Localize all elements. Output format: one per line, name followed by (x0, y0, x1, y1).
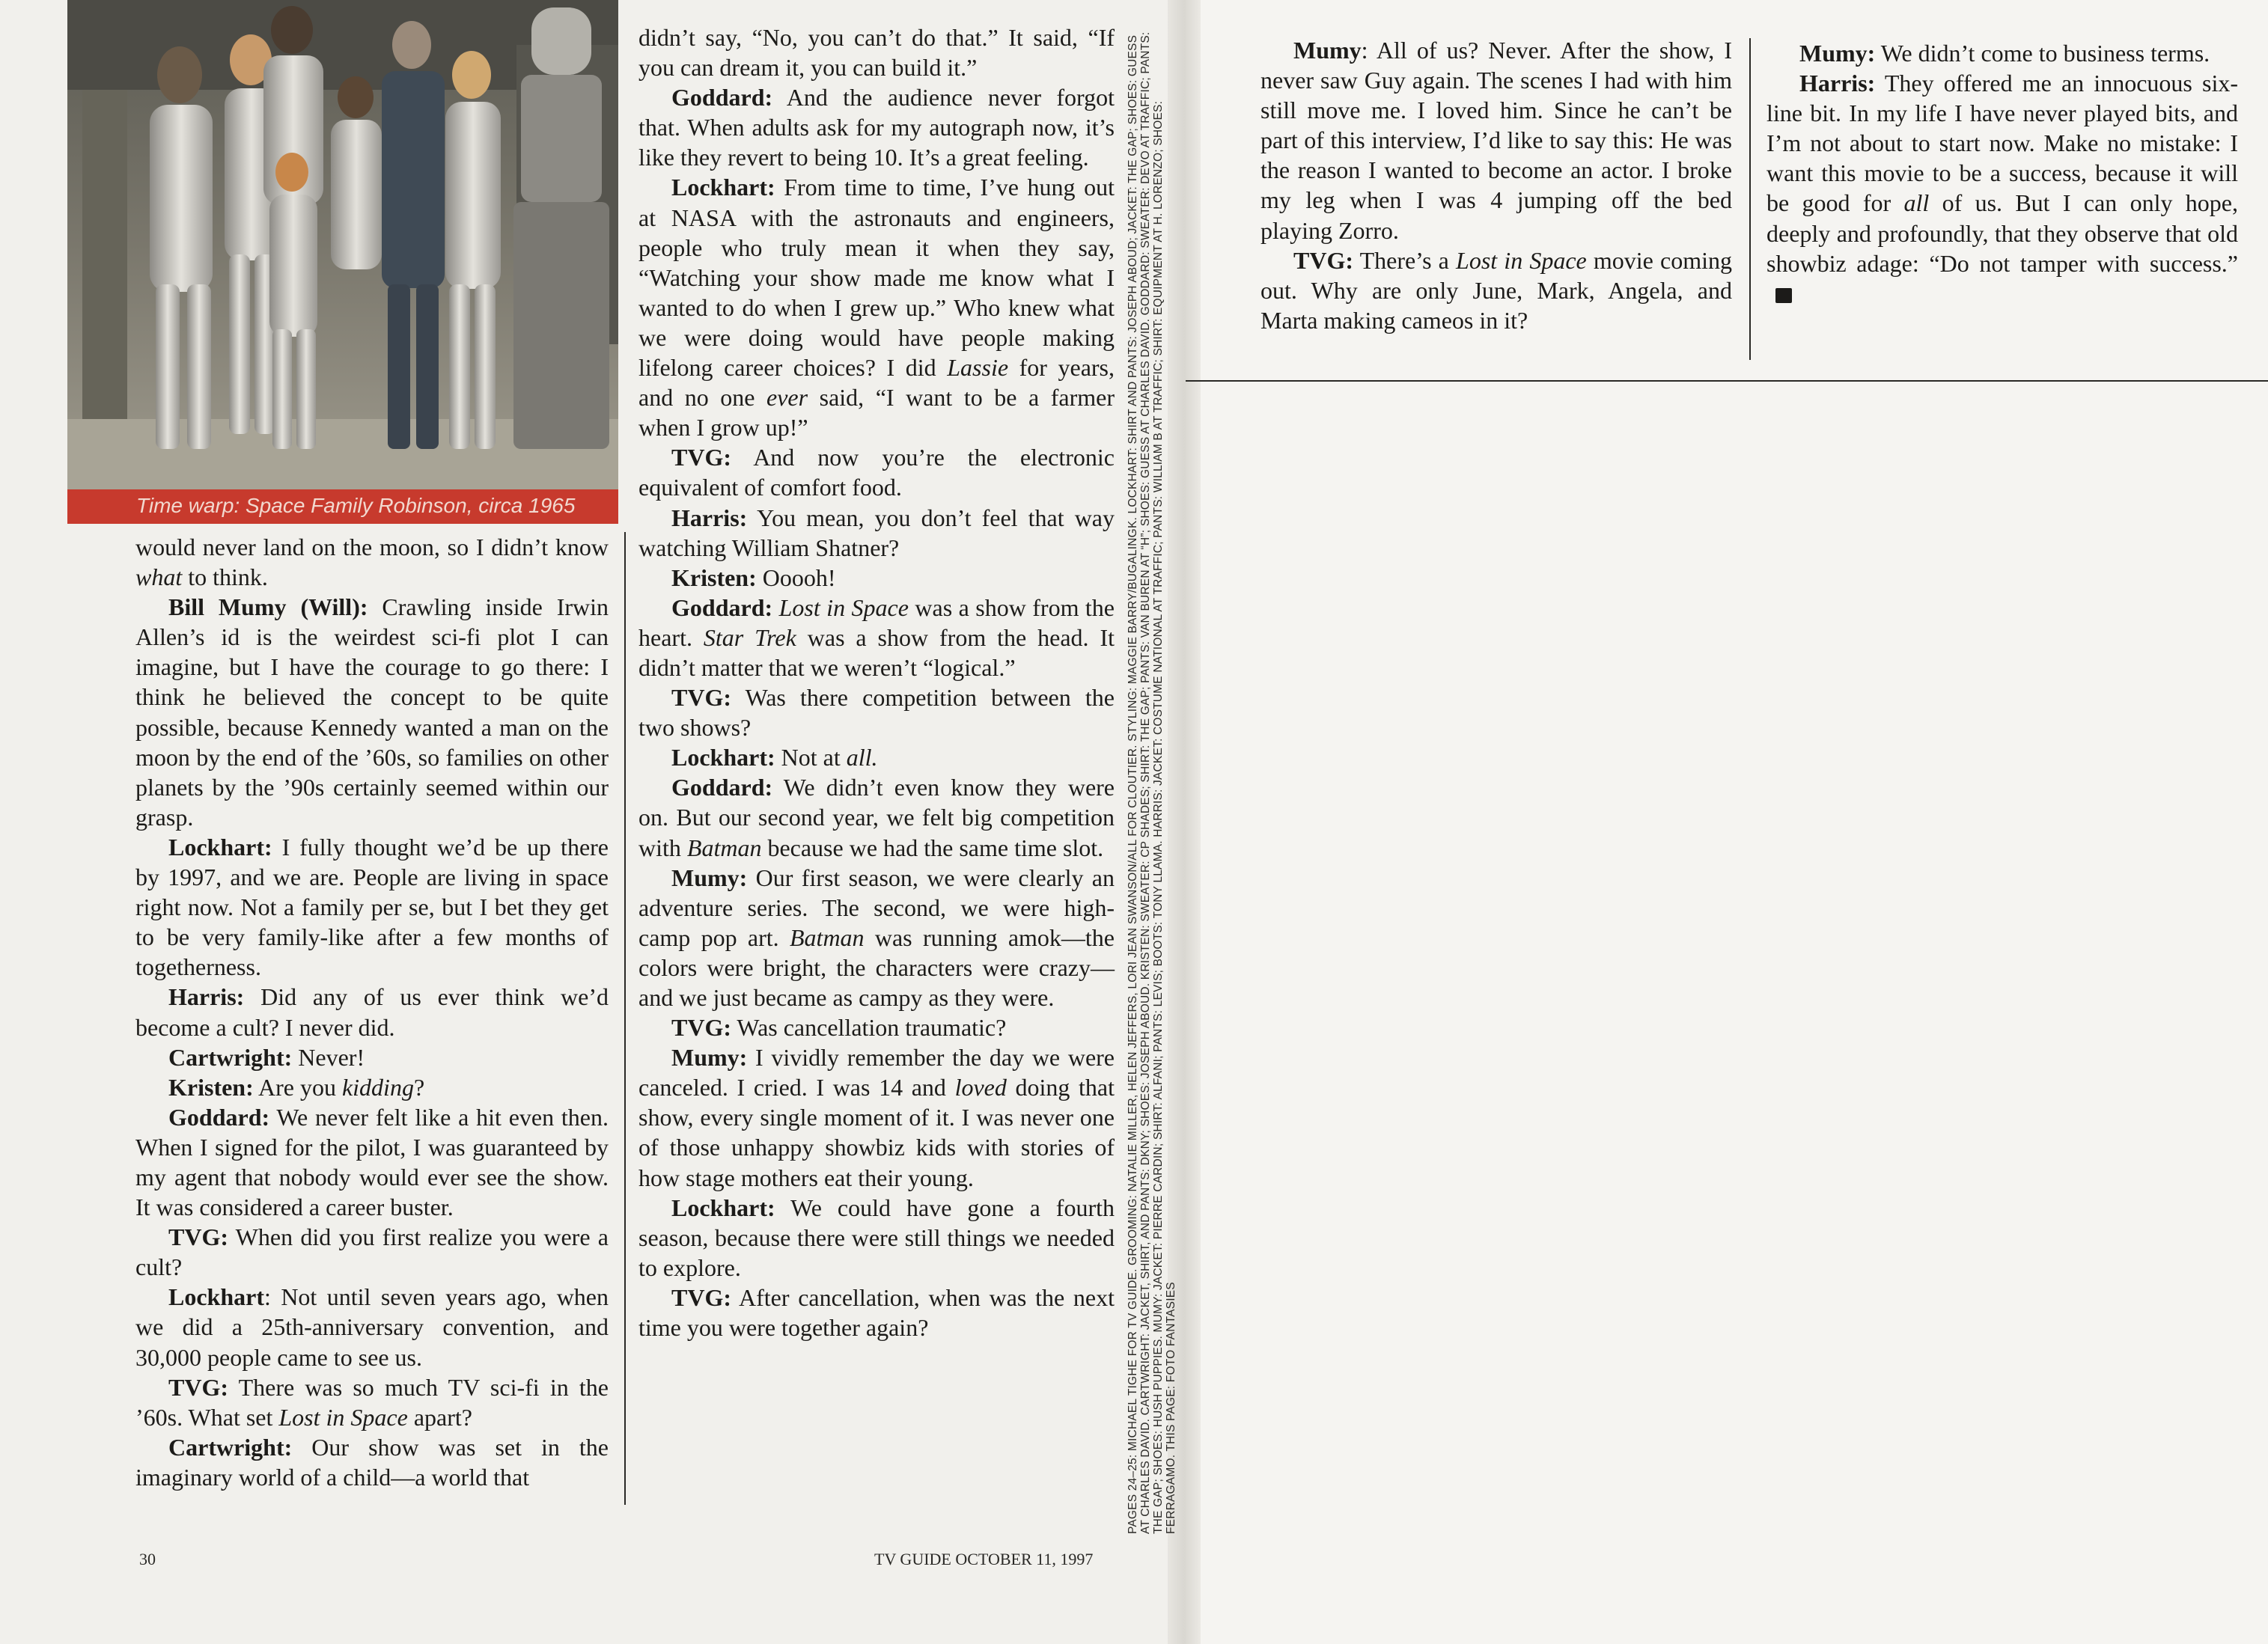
body-text: From time to time, I’ve hung out at NASA with the astronauts and engineers, people who truly mean it when they say, “Watching your show made me know what I wanted to do when I grew up.” Who knew what we were doing would have people making lifelong career choices? I did (638, 174, 1115, 382)
emphasis: Lost in Space (1456, 246, 1587, 274)
emphasis: Batman (686, 834, 762, 861)
body-text: said, “I want to be a farmer when I grow up!” (638, 384, 1115, 441)
body-text: I fully thought we’d be up there by 1997, and we are. People are living in space right now. Not a family per se, but I bet they get to be very family-like after a few months of togetherness. (135, 833, 609, 981)
paragraph (135, 1102, 609, 1222)
paragraph (135, 592, 609, 832)
emphasis: Lost in Space (278, 1403, 408, 1431)
text-column-4 (1766, 38, 2238, 308)
body-text: We never felt like a hit even then. When I signed for the pilot, I was guaranteed by my agent that nobody would ever see the show. It was considered a career buster. (135, 1103, 609, 1221)
speaker-name: TVG: (671, 1283, 731, 1311)
body-text: doing that show, every single moment of it. I was never one of those unhappy showbiz kids with stories of how stage mothers eat their young. (638, 1074, 1115, 1191)
body-text: There was so much TV sci-fi in the ’60s. What set (135, 1373, 609, 1431)
emphasis: loved (954, 1074, 1007, 1101)
body-text: movie coming out. Why are only June, Mark, Angela, and Marta making cameos in it? (1260, 246, 1733, 334)
emphasis: all. (846, 744, 878, 771)
body-text: didn’t say, “No, you can’t do that.” It said, “If you can dream it, you can build it.” (638, 24, 1115, 82)
body-text: was a show from the heart. (638, 593, 1115, 651)
paragraph (135, 1072, 609, 1102)
paragraph (638, 1012, 1115, 1042)
body-text: Did any of us ever think we’d become a cult? I never did. (135, 983, 609, 1041)
emphasis: ever (766, 384, 808, 412)
body-text: Was there competition between the two shows? (638, 684, 1115, 742)
speaker-name: Mumy: (671, 864, 748, 891)
paragraph (638, 22, 1115, 82)
body-text: would never land on the moon, so I didn’t know (135, 534, 609, 560)
body-text: for years, and no one (638, 354, 1115, 412)
body-text: After cancellation, when was the next time you were together again? (638, 1283, 1115, 1342)
paragraph (135, 1432, 609, 1492)
speaker-name: TVG: (671, 684, 731, 712)
body-text: We didn’t come to business terms. (1875, 40, 2210, 67)
body-text: Never! (292, 1043, 365, 1071)
caption-bar (67, 489, 618, 524)
speaker-name: Kristen: (168, 1073, 254, 1101)
page-number: 30 (139, 1550, 156, 1568)
cast-photo (67, 0, 618, 524)
paragraph (135, 1372, 609, 1432)
paragraph (1766, 68, 2238, 308)
paragraph (638, 593, 1115, 682)
text-column-2 (638, 22, 1115, 1342)
paragraph (638, 863, 1115, 1012)
publication-footer: TV GUIDE OCTOBER 11, 1997 (874, 1550, 1094, 1568)
paragraph (638, 1283, 1115, 1342)
body-text: We could have gone a fourth season, because there were still things we needed to explore. (638, 1194, 1115, 1281)
cast-photo-illustration (67, 0, 618, 489)
speaker-name: Mumy: (1799, 40, 1876, 67)
emphasis: Lassie (947, 354, 1009, 382)
speaker-name: TVG: (168, 1223, 228, 1251)
body-text: : Not until seven years ago, when we did a 25th-anniversary convention, and 30,000 people came to see us. (135, 1283, 609, 1371)
paragraph (638, 1042, 1115, 1192)
speaker-name: Lockhart: (671, 1194, 775, 1221)
emphasis: Batman (790, 923, 865, 951)
body-text: ? (413, 1073, 425, 1101)
body-text: They offered me an innocuous six-line bit. In my life I have never played bits, and I’m not about to start now. Make no mistake: I want this movie to be a success, because it will be good for (1766, 70, 2238, 217)
paragraph (638, 1193, 1115, 1283)
speaker-name: Cartwright: (168, 1043, 293, 1071)
emphasis: Star Trek (703, 623, 796, 651)
paragraph (638, 563, 1115, 593)
paragraph (638, 682, 1115, 742)
speaker-name: Goddard: (671, 84, 773, 111)
body-text: because we had the same time slot. (761, 834, 1104, 861)
emphasis: what (135, 563, 183, 591)
emphasis: kidding (341, 1073, 414, 1101)
paragraph (135, 532, 609, 592)
photo-caption: Time warp: Space Family Robinson, circa 1965 (136, 494, 576, 517)
credits-text: PAGES 24–25: MICHAEL TIGHE FOR TV GUIDE. GROOMING: NATALIE MILLER, HELEN JEFFERS, LORI JEAN SWANSON/ALL FOR CLOUTIER. STYLING: MAGGIE BARRY/BUGALINGK. LOCKHART: SHIRT AND PANTS: JOSEPH ABOUD; JACKET: THE GAP; SHOES: GUESS AT CHARLES DAVID. CARTWRIGHT: JACKET, SHIRT, AND PANTS: DKNY; SHOES: JOSEPH ABOUD. KRISTEN: SWEATER: CP SHADES; SHIRT: THE GAP; PANTS: VAN BUREN AT “H”; SHOES: GUESS AT CHARLES DAVID. GODDARD: SWEATER: DEVO AT TRAFFIC; PANTS: THE GAP; SHOES: HUSH PUPPIES. MUMY: JACKET: PIERRE CARDIN; SHIRT: ALFANI; PANTS: LEVIS; BOOTS: TONY LLAMA. HARRIS: JACKET: COSTUME NATIONAL AT TRAFFIC; PANTS: WILLIAM B AT TRAFFIC; SHIRT: EQUIPMENT AT H. LORENZO; SHOES: FERRAGAMO. THIS PAGE: FOTO FANTASIES (1127, 31, 1177, 1534)
speaker-name: Goddard: (168, 1103, 270, 1131)
text-column-1 (135, 532, 609, 1492)
speaker-name: Mumy: (671, 1044, 748, 1072)
body-text: When did you first realize you were a cult? (135, 1223, 609, 1281)
body-text: was a show from the head. It didn’t matter that we weren’t “logical.” (638, 623, 1115, 681)
body-text: of us. But I can only hope, deeply and profoundly, that they observe that old showbiz adage: “Do not tamper with success.” (1766, 189, 2239, 277)
body-text: Are you (253, 1073, 342, 1101)
body-text (772, 594, 778, 621)
speaker-name: Goddard: (671, 774, 773, 801)
speaker-name: Lockhart (168, 1283, 264, 1311)
speaker-name: Goddard: (671, 593, 773, 621)
speaker-name: Lockhart: (671, 744, 775, 771)
body-text: Not at (775, 744, 847, 771)
body-text: was running amok—the colors were bright, the characters were crazy—and we just became as campy as they were. (638, 923, 1115, 1011)
body-text: : All of us? Never. After the show, I never saw Guy again. The scenes I had with him still move me. I loved him. Since he can’t be part of this interview, I’d like to say this: He was the reason I wanted to become an actor. I broke my leg when I was 4 jumping off the bed playing Zorro. (1260, 37, 1732, 244)
paragraph (638, 442, 1115, 502)
body-text: Our show was set in the imaginary world of a child—a world that (135, 1433, 609, 1491)
speaker-name: Mumy (1293, 37, 1362, 64)
body-text: You mean, you don’t feel that way watching William Shatner? (638, 504, 1115, 561)
emphasis: all (1903, 189, 1930, 217)
speaker-name: Cartwright: (168, 1433, 293, 1461)
speaker-name: Lockhart: (168, 833, 272, 861)
column-rule (1749, 38, 1751, 360)
paragraph (1260, 245, 1732, 335)
body-text: And the audience never forgot that. When adults ask for my autograph now, it’s like they revert to being 10. It’s a great feeling. (638, 84, 1115, 171)
speaker-name: TVG: (1293, 246, 1353, 274)
end-mark (1775, 288, 1792, 303)
paragraph (135, 982, 609, 1042)
body-text: Crawling inside Irwin Allen’s id is the weirdest sci-fi plot I can imagine, but I have the courage to go there: I think he believed the concept to be quite possible, because Kennedy wanted a man on the moon by the end of the ’60s, so families on other planets by the ’90s certainly seemed within our grasp. (135, 593, 609, 831)
speaker-name: Kristen: (671, 563, 757, 591)
paragraph (135, 1222, 609, 1282)
paragraph (135, 1042, 609, 1072)
body-text: We didn’t even know they were on. But our second year, we felt big competition with (638, 774, 1115, 861)
speaker-name: Harris: (1799, 70, 1876, 97)
speaker-name: Harris: (168, 983, 245, 1011)
body-text: to think. (182, 563, 268, 591)
speaker-name: Bill Mumy (Will): (168, 593, 368, 621)
paragraph (638, 772, 1115, 862)
paragraph (135, 1282, 609, 1372)
paragraph (1260, 35, 1732, 245)
paragraph (638, 172, 1115, 442)
paragraph (135, 832, 609, 982)
body-text: I vividly remember the day we were canceled. I cried. I was 14 and (638, 1044, 1115, 1101)
speaker-name: Harris: (671, 504, 748, 531)
emphasis: Lost in Space (778, 593, 909, 621)
speaker-name: TVG: (671, 1014, 731, 1042)
body-text: Our first season, we were clearly an adventure series. The second, we were high-camp pop art. (638, 864, 1115, 951)
paragraph (638, 82, 1115, 172)
body-text: There’s a (1353, 246, 1457, 274)
speaker-name: Lockhart: (671, 174, 775, 201)
speaker-name: TVG: (168, 1373, 228, 1401)
body-text: Was cancellation traumatic? (731, 1014, 1007, 1042)
paragraph (638, 742, 1115, 772)
paragraph (1766, 38, 2238, 68)
speaker-name: TVG: (671, 444, 731, 471)
body-text: Ooooh! (756, 563, 836, 591)
paragraph (638, 503, 1115, 563)
article-end-rule (1186, 380, 2268, 382)
column-rule (624, 532, 626, 1505)
photo-credits (1127, 22, 1179, 1534)
body-text: And now you’re the electronic equivalent of comfort food. (638, 444, 1115, 501)
text-column-3 (1260, 35, 1732, 335)
body-text: apart? (407, 1403, 472, 1431)
